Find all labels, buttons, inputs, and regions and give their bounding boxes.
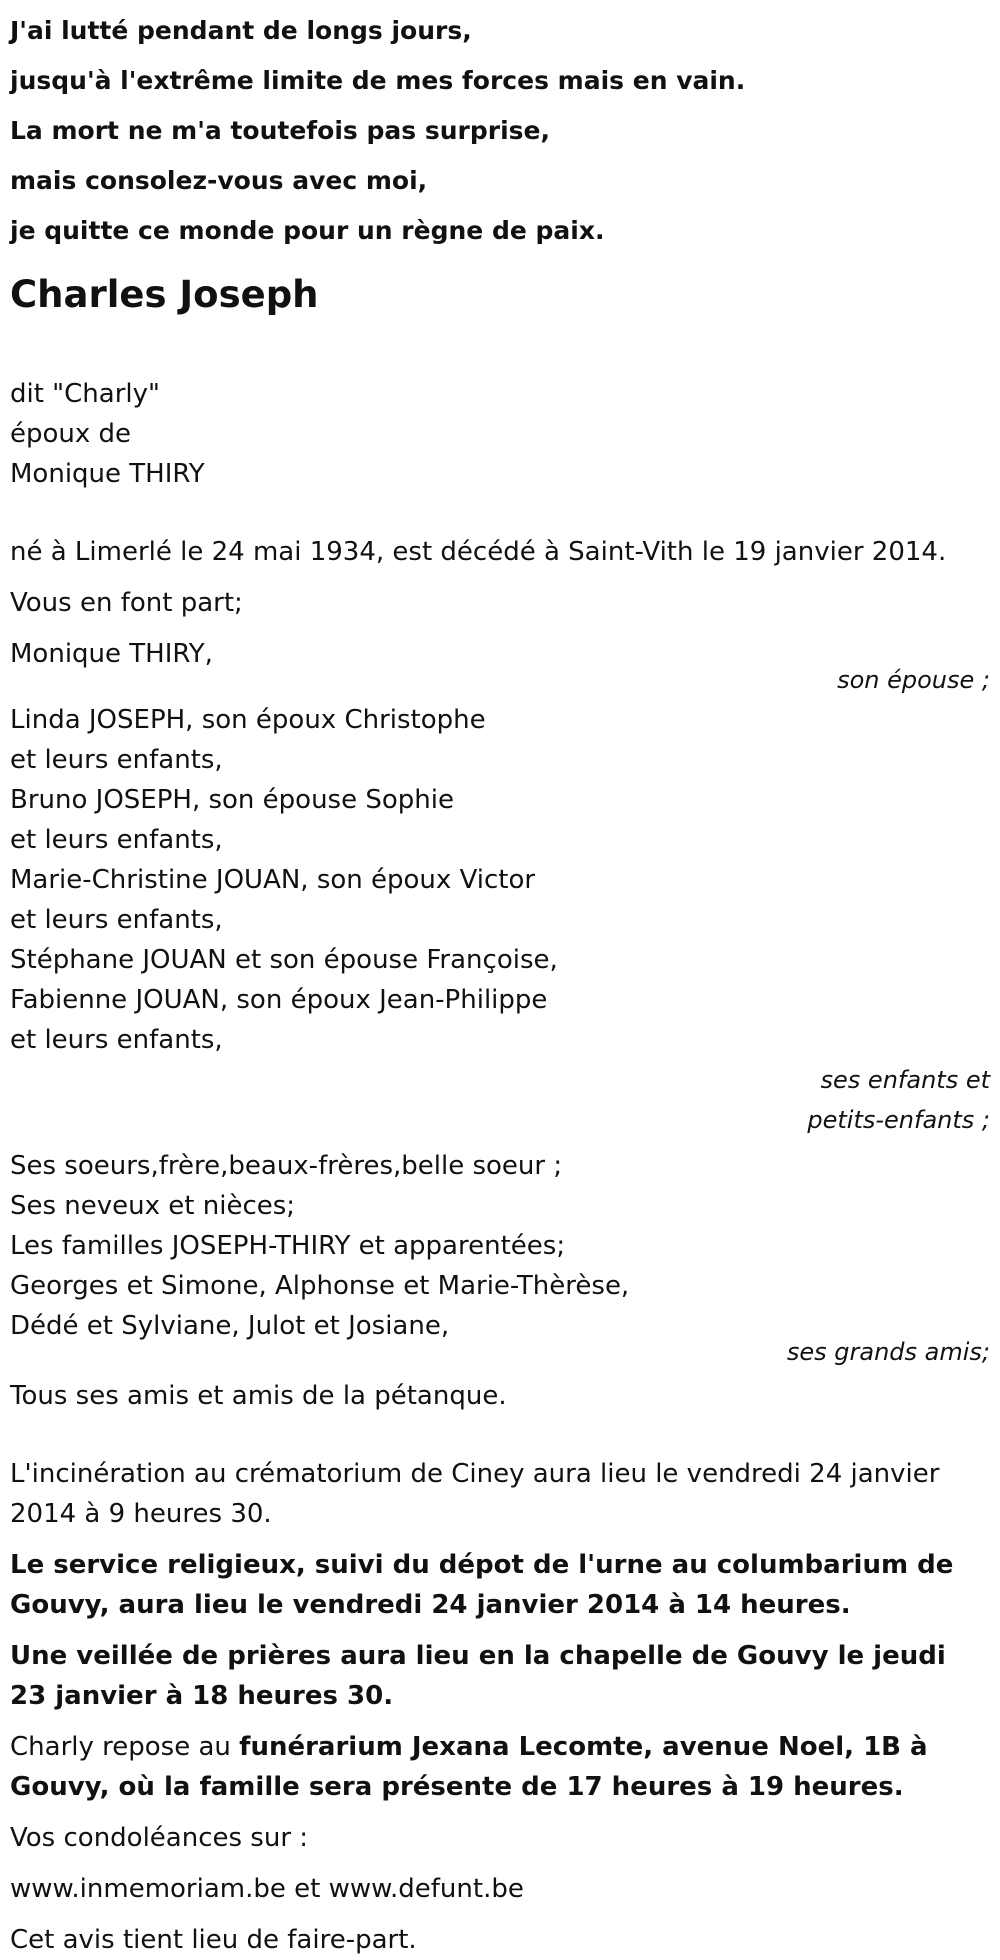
family-line: Georges et Simone, Alphonse et Marie-Thèrèse, bbox=[10, 1271, 630, 1301]
children-line: Marie-Christine JOUAN, son époux Victor bbox=[10, 865, 536, 895]
children-line: Fabienne JOUAN, son époux Jean-Philippe bbox=[10, 985, 548, 1015]
friends-text: Tous ses amis et amis de la pétanque. bbox=[10, 1381, 507, 1411]
family-line: Les familles JOSEPH-THIRY et apparentées; bbox=[10, 1231, 566, 1261]
family-block bbox=[10, 1146, 990, 1372]
rest-prefix: Charly repose au bbox=[10, 1732, 240, 1762]
children-line: Stéphane JOUAN et son épouse Françoise, bbox=[10, 945, 558, 975]
children-role: petits-enfants ; bbox=[807, 1106, 990, 1134]
poem-line: La mort ne m'a toutefois pas surprise, bbox=[10, 116, 550, 145]
footer-text: Cet avis tient lieu de faire-part. bbox=[10, 1925, 417, 1955]
rest-text bbox=[10, 1727, 990, 1807]
deceased-name: Charles Joseph bbox=[10, 273, 319, 316]
children-role: ses enfants et bbox=[820, 1066, 990, 1094]
poem-line: jusqu'à l'extrême limite de mes forces mais en vain. bbox=[10, 66, 746, 95]
children-line: et leurs enfants, bbox=[10, 825, 223, 855]
children-line: et leurs enfants, bbox=[10, 745, 223, 775]
rest-location: funérarium Jexana Lecomte, avenue Noel, 1B à Gouvy, où la famille sera présente de 17 heures à 19 heures. bbox=[10, 1732, 928, 1802]
poem bbox=[10, 0, 990, 256]
spouse-role: son épouse ; bbox=[837, 666, 990, 694]
vigil-text: Une veillée de prières aura lieu en la chapelle de Gouvy le jeudi 23 janvier à 18 heures 30. bbox=[10, 1641, 946, 1711]
alias-line: époux de bbox=[10, 419, 132, 449]
children-block bbox=[10, 700, 990, 1140]
spouse-block bbox=[10, 634, 990, 700]
children-line: et leurs enfants, bbox=[10, 905, 223, 935]
poem-line: je quitte ce monde pour un règne de paix. bbox=[10, 216, 605, 245]
spouse-name: Monique THIRY, bbox=[10, 639, 213, 669]
websites-text: www.inmemoriam.be et www.defunt.be bbox=[10, 1874, 524, 1904]
children-line: Bruno JOSEPH, son épouse Sophie bbox=[10, 785, 454, 815]
alias-line: dit "Charly" bbox=[10, 379, 160, 409]
alias-block bbox=[10, 374, 990, 494]
family-role: ses grands amis; bbox=[786, 1338, 990, 1366]
family-line: Ses soeurs,frère,beaux-frères,belle soeur ; bbox=[10, 1151, 563, 1181]
birth-death-text: né à Limerlé le 24 mai 1934, est décédé à Saint-Vith le 19 janvier 2014. bbox=[10, 537, 947, 567]
poem-line: J'ai lutté pendant de longs jours, bbox=[10, 16, 472, 45]
alias-line: Monique THIRY bbox=[10, 459, 205, 489]
family-line: Ses neveux et nièces; bbox=[10, 1191, 296, 1221]
condolences-text: Vos condoléances sur : bbox=[10, 1823, 309, 1853]
children-line: et leurs enfants, bbox=[10, 1025, 223, 1055]
cremation-text: L'incinération au crématorium de Ciney aura lieu le vendredi 24 janvier 2014 à 9 heures 30. bbox=[10, 1459, 940, 1529]
family-line: Dédé et Sylviane, Julot et Josiane, bbox=[10, 1311, 450, 1341]
children-line: Linda JOSEPH, son époux Christophe bbox=[10, 705, 486, 735]
service-text: Le service religieux, suivi du dépot de l'urne au columbarium de Gouvy, aura lieu le vendredi 24 janvier 2014 à 14 heures. bbox=[10, 1550, 954, 1620]
poem-line: mais consolez-vous avec moi, bbox=[10, 166, 428, 195]
announce-text: Vous en font part; bbox=[10, 588, 243, 618]
